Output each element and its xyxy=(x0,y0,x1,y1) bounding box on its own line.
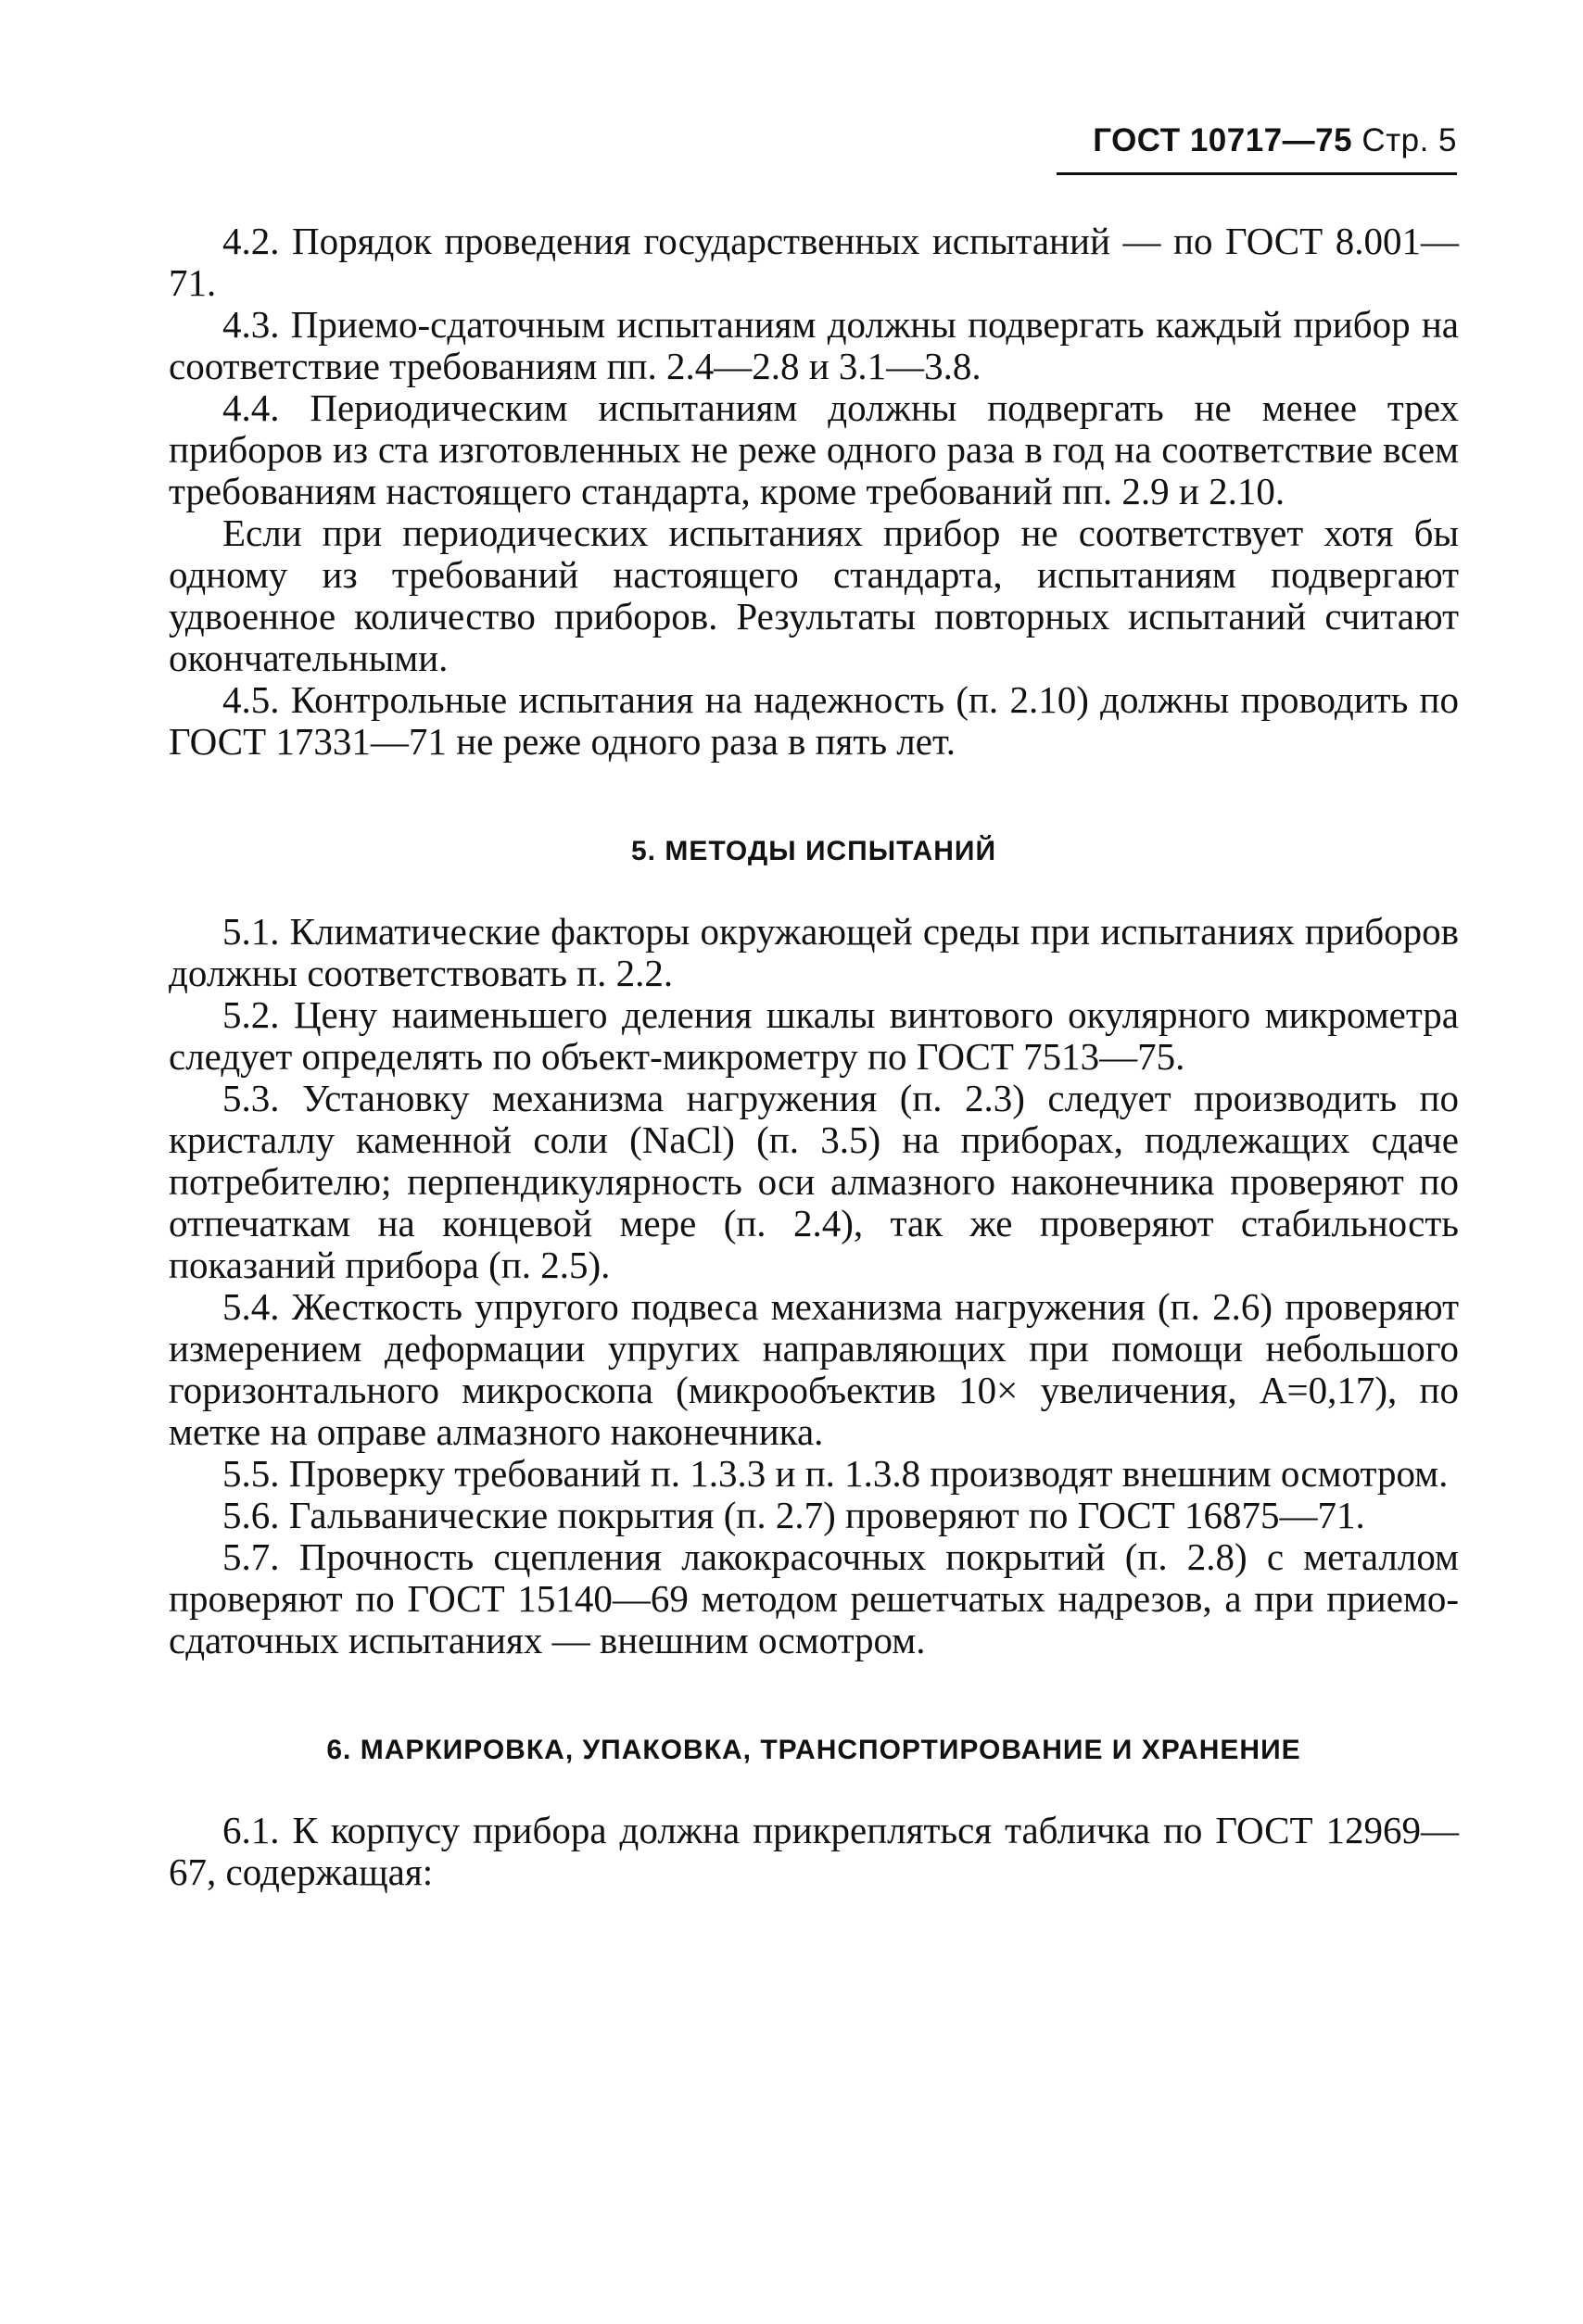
clause-5-1: 5.1. Климатические факторы окружающей среды при испытаниях приборов должны соответствовать п. 2.2. xyxy=(169,910,1459,994)
clause-5-4: 5.4. Жесткость упругого подвеса механизма нагружения (п. 2.6) проверяют измерением деформации упругих направляющих при помощи небольшого горизонтального микроскопа (микрообъектив 10× увеличения, А=0,17), по метке на оправе алмазного наконечника. xyxy=(169,1285,1459,1453)
clause-4-5: 4.5. Контрольные испытания на надежность (п. 2.10) должны проводить по ГОСТ 17331—71 не реже одного раза в пять лет. xyxy=(169,678,1459,763)
clause-4-4: 4.4. Периодическим испытаниям должны подвергать не менее трех приборов из ста изготовленных не реже одного раза в год на соответствие всем требованиям настоящего стандарта, кроме требований пп. 2.9 и 2.10. xyxy=(169,386,1459,512)
clause-5-5: 5.5. Проверку требований п. 1.3.3 и п. 1.3.8 производят внешним осмотром. xyxy=(222,1452,1449,1495)
clause-4-3: 4.3. Приемо-сдаточным испытаниям должны подвергать каждый прибор на соответствие требованиям пп. 2.4—2.8 и 3.1—3.8. xyxy=(169,303,1459,387)
header-rule xyxy=(1057,172,1457,175)
clause-6-1: 6.1. К корпусу прибора должна прикрепляться табличка по ГОСТ 12969—67, содержащая: xyxy=(169,1809,1459,1893)
page-number: Стр. 5 xyxy=(1361,122,1457,158)
document-number: ГОСТ 10717—75 xyxy=(1093,122,1353,158)
running-header xyxy=(1057,122,1457,178)
clause-4-2: 4.2. Порядок проведения государственных испытаний — по ГОСТ 8.001—71. xyxy=(169,220,1459,304)
clause-5-7: 5.7. Прочность сцепления лакокрасочных покрытий (п. 2.8) с металлом проверяют по ГОСТ 15140—69 методом решетчатых надрезов, а при приемо-сдаточных испытаниях — внешним осмотром. xyxy=(169,1535,1459,1661)
clause-5-3: 5.3. Установку механизма нагружения (п. 2.3) следует производить по кристаллу каменной соли (NaCl) (п. 3.5) на приборах, подлежащих сдаче потребителю; перпендикулярность оси алмазного наконечника проверяют по отпечаткам на концевой мере (п. 2.4), так же проверяют стабильность показаний прибора (п. 2.5). xyxy=(169,1077,1459,1286)
clause-5-2: 5.2. Цену наименьшего деления шкалы винтового окулярного микрометра следует определять по объект-микрометру по ГОСТ 7513—75. xyxy=(169,993,1459,1078)
page-body xyxy=(169,221,1459,1893)
section-6-heading: 6. МАРКИРОВКА, УПАКОВКА, ТРАНСПОРТИРОВАНИЕ И ХРАНЕНИЕ xyxy=(326,1735,1301,1765)
clause-4-4-continued: Если при периодических испытаниях прибор не соответствует хотя бы одному из требований настоящего стандарта, испытаниям подвергают удвоенное количество приборов. Результаты повторных испытаний считают окончательными. xyxy=(169,512,1459,679)
clause-5-6: 5.6. Гальванические покрытия (п. 2.7) проверяют по ГОСТ 16875—71. xyxy=(222,1494,1365,1536)
section-5-heading: 5. МЕТОДЫ ИСПЫТАНИЙ xyxy=(631,836,996,866)
